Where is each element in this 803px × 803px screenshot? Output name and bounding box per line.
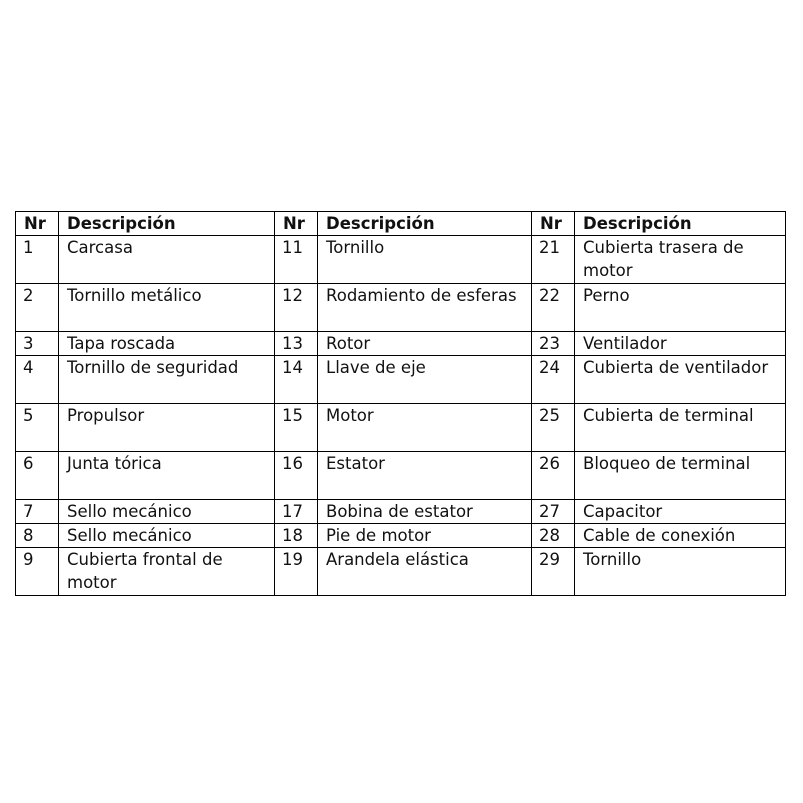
header-descripcion-2: Descripción: [318, 212, 532, 236]
table-row: [16, 404, 786, 452]
part-number: 3: [16, 332, 59, 356]
part-description: Tornillo: [318, 236, 532, 284]
header-row: [16, 212, 786, 236]
part-number: 13: [275, 332, 318, 356]
part-description: Tornillo metálico: [59, 284, 275, 332]
part-description: Cubierta de terminal: [575, 404, 786, 452]
table-row: [16, 284, 786, 332]
part-description: Perno: [575, 284, 786, 332]
part-description: Rotor: [318, 332, 532, 356]
part-number: 9: [16, 548, 59, 596]
part-number: 6: [16, 452, 59, 500]
part-number: 25: [532, 404, 575, 452]
part-description: Pie de motor: [318, 524, 532, 548]
part-number: 19: [275, 548, 318, 596]
part-description: Arandela elástica: [318, 548, 532, 596]
part-description: Llave de eje: [318, 356, 532, 404]
part-number: 23: [532, 332, 575, 356]
part-number: 15: [275, 404, 318, 452]
parts-table: [15, 211, 786, 596]
part-number: 8: [16, 524, 59, 548]
header-descripcion-3: Descripción: [575, 212, 786, 236]
part-number: 29: [532, 548, 575, 596]
part-description: Junta tórica: [59, 452, 275, 500]
part-number: 28: [532, 524, 575, 548]
header-nr-1: Nr: [16, 212, 59, 236]
part-number: 26: [532, 452, 575, 500]
header-descripcion-1: Descripción: [59, 212, 275, 236]
part-number: 17: [275, 500, 318, 524]
part-number: 1: [16, 236, 59, 284]
part-description: Propulsor: [59, 404, 275, 452]
part-number: 16: [275, 452, 318, 500]
table-row: [16, 332, 786, 356]
table-row: [16, 452, 786, 500]
part-description: Sello mecánico: [59, 500, 275, 524]
table-row: [16, 548, 786, 596]
part-number: 2: [16, 284, 59, 332]
part-description: Sello mecánico: [59, 524, 275, 548]
part-description: Tornillo de seguridad: [59, 356, 275, 404]
part-description: Cubierta frontal de motor: [59, 548, 275, 596]
part-description: Carcasa: [59, 236, 275, 284]
part-number: 18: [275, 524, 318, 548]
part-description: Ventilador: [575, 332, 786, 356]
table-row: [16, 356, 786, 404]
part-number: 7: [16, 500, 59, 524]
part-number: 22: [532, 284, 575, 332]
part-description: Tornillo: [575, 548, 786, 596]
part-description: Rodamiento de esferas: [318, 284, 532, 332]
part-number: 21: [532, 236, 575, 284]
part-description: Cable de conexión: [575, 524, 786, 548]
part-number: 24: [532, 356, 575, 404]
part-description: Bobina de estator: [318, 500, 532, 524]
part-number: 12: [275, 284, 318, 332]
part-number: 14: [275, 356, 318, 404]
part-description: Bloqueo de terminal: [575, 452, 786, 500]
part-description: Capacitor: [575, 500, 786, 524]
part-number: 11: [275, 236, 318, 284]
header-nr-3: Nr: [532, 212, 575, 236]
header-nr-2: Nr: [275, 212, 318, 236]
part-description: Cubierta de ventilador: [575, 356, 786, 404]
table-row: [16, 236, 786, 284]
part-number: 4: [16, 356, 59, 404]
part-description: Estator: [318, 452, 532, 500]
part-description: Cubierta trasera de motor: [575, 236, 786, 284]
part-description: Tapa roscada: [59, 332, 275, 356]
table-row: [16, 524, 786, 548]
table-row: [16, 500, 786, 524]
part-description: Motor: [318, 404, 532, 452]
part-number: 27: [532, 500, 575, 524]
part-number: 5: [16, 404, 59, 452]
